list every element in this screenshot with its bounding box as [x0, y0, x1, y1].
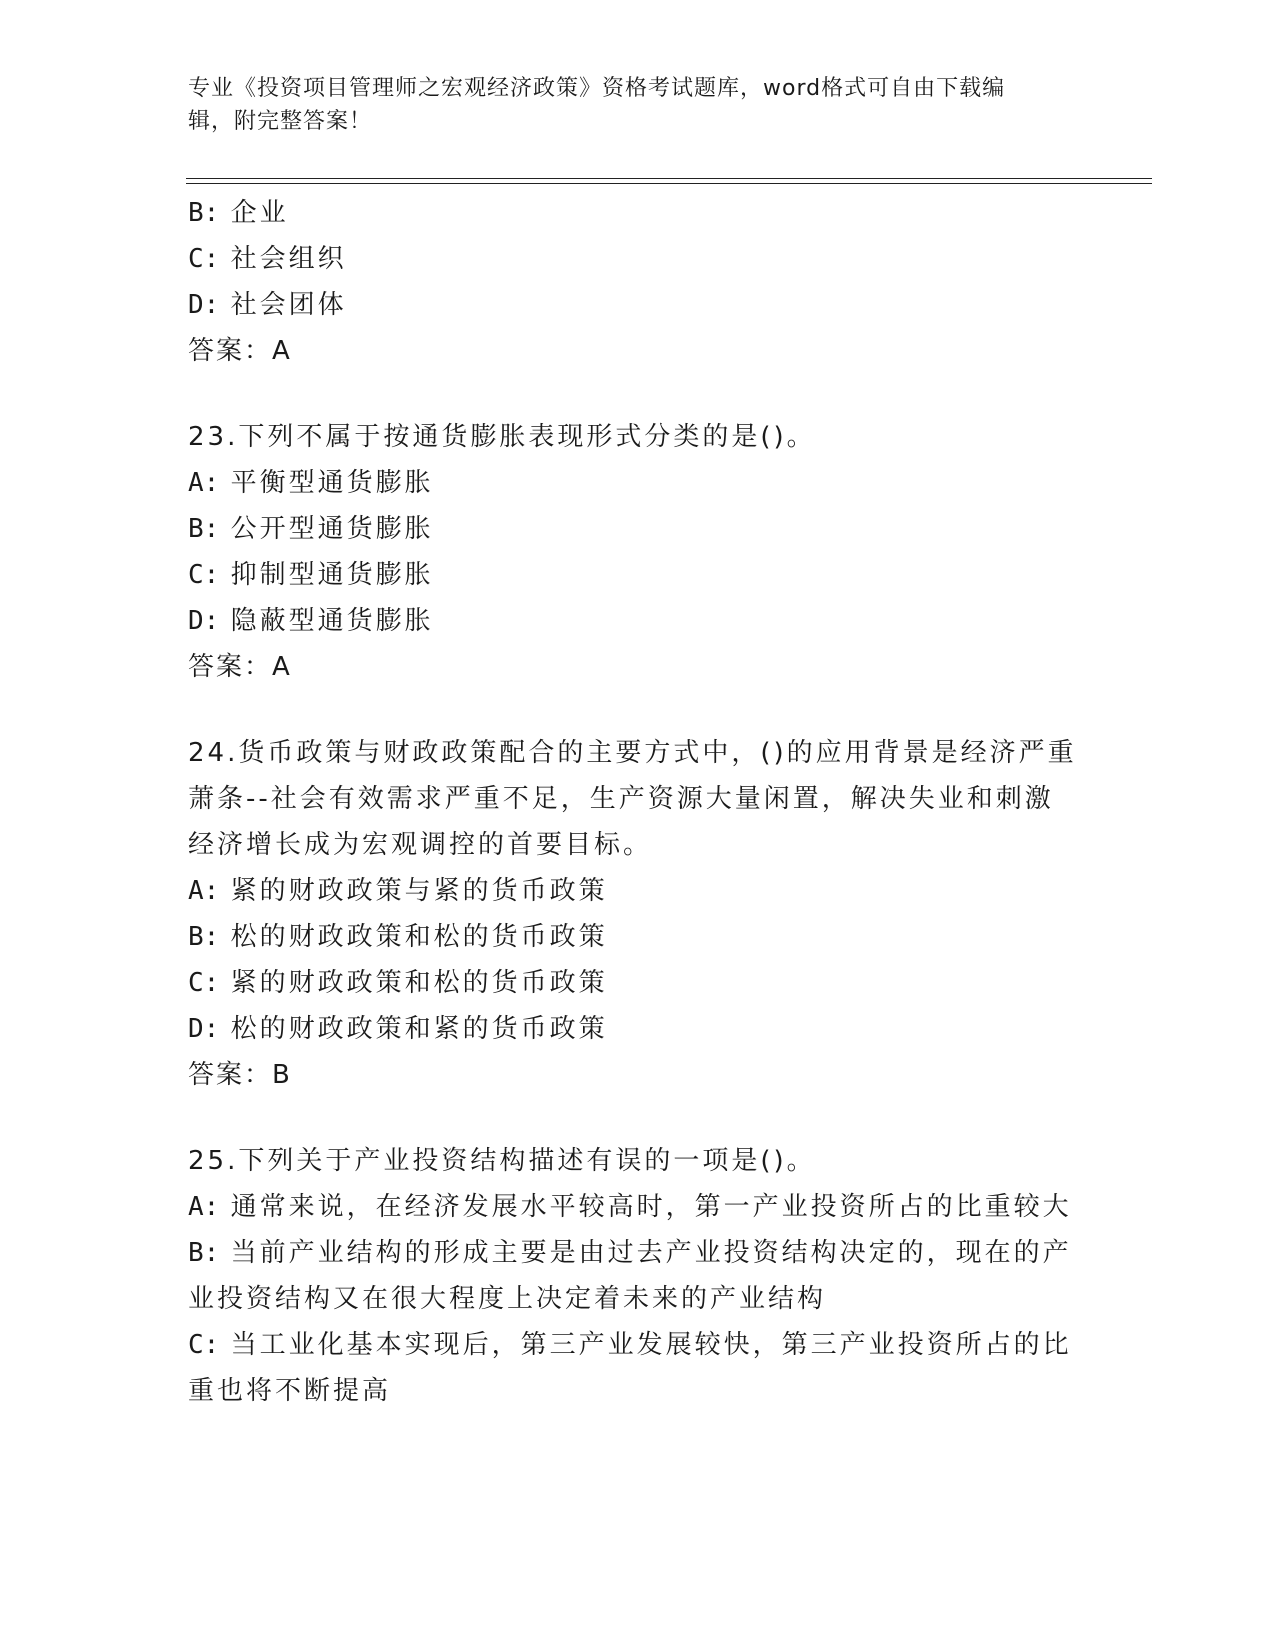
question-23-option-c: C: 抑制型通货膨胀	[188, 560, 434, 590]
question-25-option-b: B: 当前产业结构的形成主要是由过去产业投资结构决定的，现在的产	[188, 1238, 1072, 1268]
header-divider-top	[186, 178, 1152, 179]
question-24-answer: 答案：B	[188, 1060, 292, 1090]
question-25	[188, 1138, 1088, 1414]
question-24-option-c: C: 紧的财政政策和松的货币政策	[188, 968, 608, 998]
question-24-option-a: A: 紧的财政政策与紧的货币政策	[188, 876, 608, 906]
header-note-line-2: 辑，附完整答案！	[188, 109, 373, 134]
spacer	[188, 690, 1088, 730]
prev-answer: 答案：A	[188, 336, 292, 366]
question-23-option-a: A: 平衡型通货膨胀	[188, 468, 434, 498]
prev-question	[188, 190, 1088, 374]
question-24	[188, 730, 1088, 1098]
spacer	[188, 374, 1088, 414]
question-25-option-b-cont: 业投资结构又在很大程度上决定着未来的产业结构	[188, 1284, 827, 1314]
question-24-stem-line-2: 萧条--社会有效需求严重不足，生产资源大量闲置，解决失业和刺激	[188, 784, 1054, 814]
question-24-option-b: B: 松的财政政策和松的货币政策	[188, 922, 608, 952]
question-23-option-d: D: 隐蔽型通货膨胀	[188, 606, 434, 636]
question-24-stem-line-3: 经济增长成为宏观调控的首要目标。	[188, 830, 653, 860]
question-23-answer: 答案：A	[188, 652, 292, 682]
question-25-option-c-cont: 重也将不断提高	[188, 1376, 392, 1406]
spacer	[188, 1098, 1088, 1138]
question-25-option-c: C: 当工业化基本实现后，第三产业发展较快，第三产业投资所占的比	[188, 1330, 1072, 1360]
question-24-option-d: D: 松的财政政策和紧的货币政策	[188, 1014, 608, 1044]
question-23-stem: 23.下列不属于按通货膨胀表现形式分类的是()。	[188, 422, 816, 452]
header-note-line-1: 专业《投资项目管理师之宏观经济政策》资格考试题库，word格式可自由下载编	[188, 76, 1006, 101]
question-25-option-a: A: 通常来说，在经济发展水平较高时，第一产业投资所占的比重较大	[188, 1192, 1072, 1222]
prev-option-d: D: 社会团体	[188, 290, 347, 320]
question-25-stem: 25.下列关于产业投资结构描述有误的一项是()。	[188, 1146, 816, 1176]
prev-option-b: B: 企业	[188, 198, 289, 228]
question-23-option-b: B: 公开型通货膨胀	[188, 514, 434, 544]
question-23	[188, 414, 1088, 690]
question-24-stem-line-1: 24.货币政策与财政政策配合的主要方式中，()的应用背景是经济严重	[188, 738, 1077, 768]
header-note	[188, 72, 1068, 138]
prev-option-c: C: 社会组织	[188, 244, 347, 274]
question-content	[188, 190, 1088, 1414]
header-divider-bottom	[186, 183, 1152, 184]
